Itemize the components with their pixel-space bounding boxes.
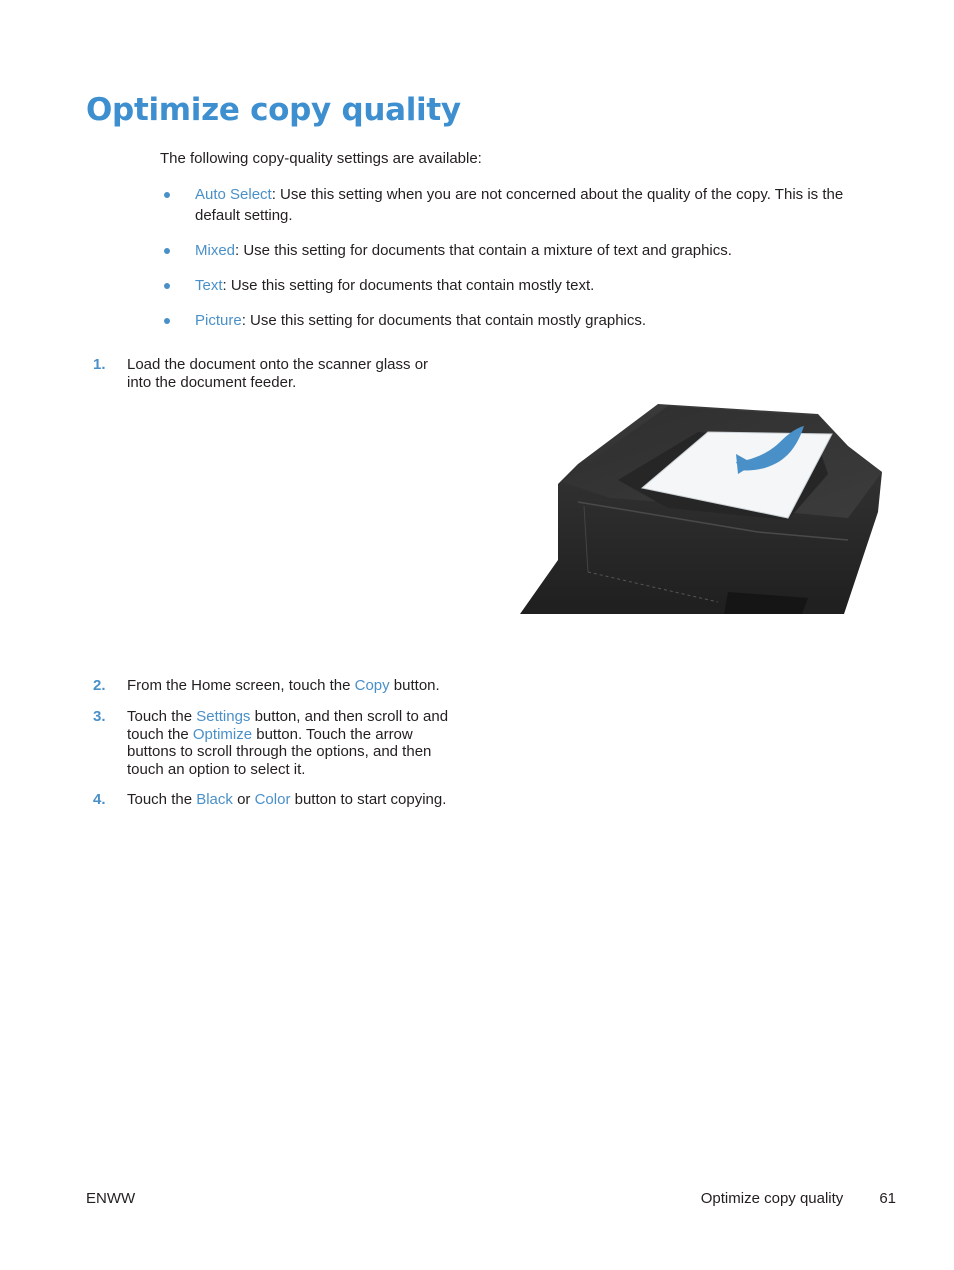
bullet-icon: [164, 318, 170, 324]
step-text-part: button to start copying.: [290, 791, 447, 808]
setting-description: : Use this setting when you are not concerned about the quality of the copy. This is the default setting.: [195, 186, 844, 224]
list-item: [160, 310, 880, 331]
step-text-part: or: [232, 791, 255, 808]
list-item: [160, 184, 880, 226]
optimize-term: Optimize: [192, 725, 253, 743]
footer-left: ENWW: [86, 1190, 136, 1207]
copy-term: Copy: [354, 677, 390, 694]
settings-term: Settings: [196, 708, 251, 725]
step-text-part: button.: [389, 677, 440, 694]
step-text-part: Touch the: [127, 791, 197, 808]
setting-description: : Use this setting for documents that contain mostly graphics.: [241, 312, 647, 329]
step-number: 2.: [93, 677, 106, 694]
setting-term: Picture: [195, 312, 242, 329]
step-4: [93, 791, 453, 809]
step-number: 1.: [93, 356, 106, 373]
setting-term: Mixed: [195, 242, 236, 259]
black-term: Black: [196, 791, 233, 808]
setting-description: : Use this setting for documents that contain mostly text.: [222, 277, 595, 294]
step-text-part: button. Touch the arrow buttons to scroll through the options, and then touch an option to select it.: [127, 725, 432, 778]
bullet-icon: [164, 248, 170, 254]
step-text: [127, 791, 453, 809]
setting-term: Auto Select: [195, 186, 272, 203]
bullet-icon: [164, 283, 170, 289]
setting-term: Text: [195, 277, 223, 294]
color-term: Color: [254, 791, 291, 808]
printer-document-feeder-icon: [518, 402, 884, 614]
list-item: [160, 275, 880, 296]
settings-list: [160, 184, 880, 345]
step-number: 3.: [93, 708, 106, 725]
step-text: [127, 677, 453, 695]
intro-text: The following copy-quality settings are available:: [160, 150, 482, 167]
footer-section: Optimize copy quality: [700, 1190, 844, 1207]
page-title: Optimize copy quality: [86, 92, 461, 128]
step-3: [93, 708, 453, 778]
step-text: [127, 708, 453, 778]
step-number: 4.: [93, 791, 106, 808]
step-text-part: button, and then scroll to and touch the: [127, 708, 449, 743]
step-2: [93, 677, 453, 695]
list-item: [160, 240, 880, 261]
step-text: Load the document onto the scanner glass or into the document feeder.: [127, 356, 429, 391]
step-text-part: Touch the: [127, 708, 197, 725]
setting-description: : Use this setting for documents that contain a mixture of text and graphics.: [235, 242, 732, 259]
step-text-part: From the Home screen, touch the: [127, 677, 355, 694]
bullet-icon: [164, 192, 170, 198]
page-number: 61: [879, 1190, 896, 1207]
footer-right: [701, 1190, 896, 1207]
step-1: [93, 356, 453, 391]
